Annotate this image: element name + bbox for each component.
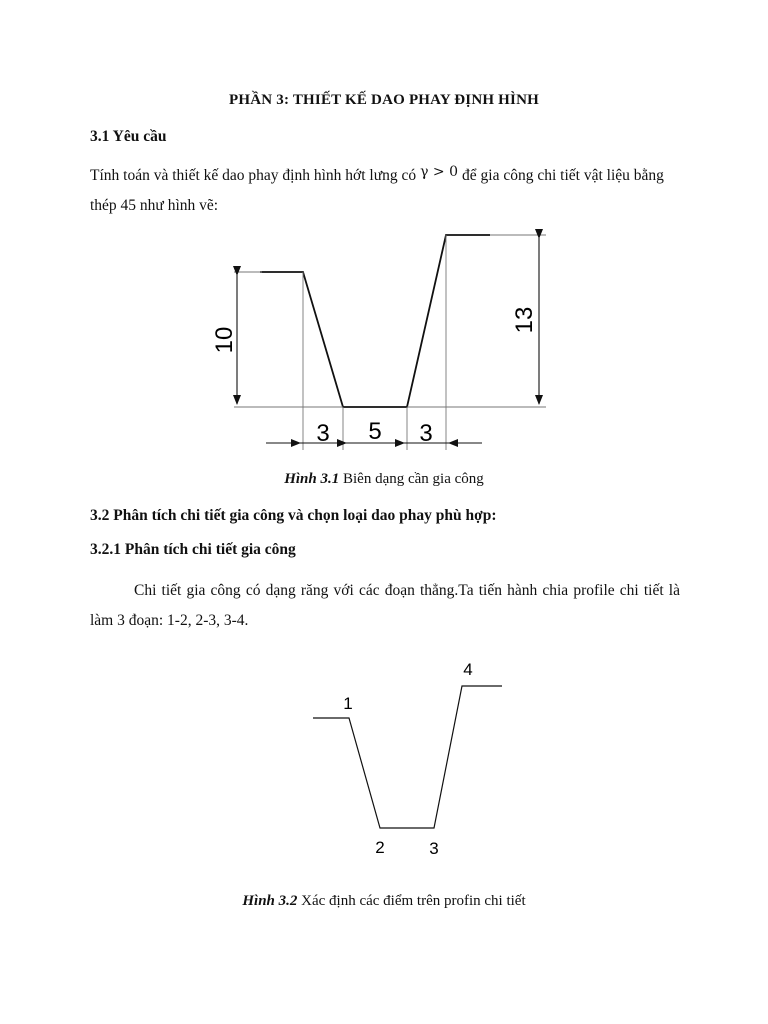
section-title: PHẦN 3: THIẾT KẾ DAO PHAY ĐỊNH HÌNH	[229, 92, 539, 108]
dim-label-3-right: 3	[419, 420, 433, 447]
heading-3-1: 3.1 Yêu cầu	[90, 128, 167, 145]
dim-label-10: 10	[211, 326, 238, 354]
caption-label: Hình 3.1	[284, 471, 340, 487]
heading-3-2-1: 3.2.1 Phân tích chi tiết gia công	[90, 541, 296, 558]
caption-text: Xác định các điểm trên profin chi tiết	[297, 893, 526, 909]
figure-3-2-points	[0, 650, 768, 870]
profile-line	[260, 235, 490, 407]
point-label-4: 4	[463, 660, 473, 679]
dim-label-13: 13	[511, 306, 538, 334]
requirement-text-after: để gia công chi tiết vật liệu bằng thép 45 như hình vẽ:	[90, 167, 664, 214]
extension-lines	[234, 235, 546, 450]
point-label-1: 1	[343, 694, 353, 713]
caption-label: Hình 3.2	[242, 893, 298, 909]
requirement-paragraph	[90, 161, 680, 221]
dim-label-3-left: 3	[316, 420, 330, 447]
point-profile-line	[313, 686, 502, 828]
figure-3-1-profile	[0, 220, 768, 460]
dim-label-5: 5	[368, 418, 382, 445]
figure-3-1-caption	[0, 471, 768, 488]
gamma-formula: γ > 0	[420, 164, 459, 180]
heading-3-2: 3.2 Phân tích chi tiết gia công và chọn loại dao phay phù hợp:	[90, 507, 497, 524]
figure-3-2-caption	[0, 893, 768, 910]
caption-text: Biên dạng cần gia công	[339, 471, 484, 487]
point-label-3: 3	[429, 839, 439, 858]
requirement-text-before: Tính toán và thiết kế dao phay định hình hớt lưng có	[90, 167, 417, 184]
point-label-2: 2	[375, 838, 385, 857]
analysis-paragraph: Chi tiết gia công có dạng răng với các đoạn thẳng.Ta tiến hành chia profile chi tiết là làm 3 đoạn: 1-2, 2-3, 3-4.	[90, 582, 680, 629]
